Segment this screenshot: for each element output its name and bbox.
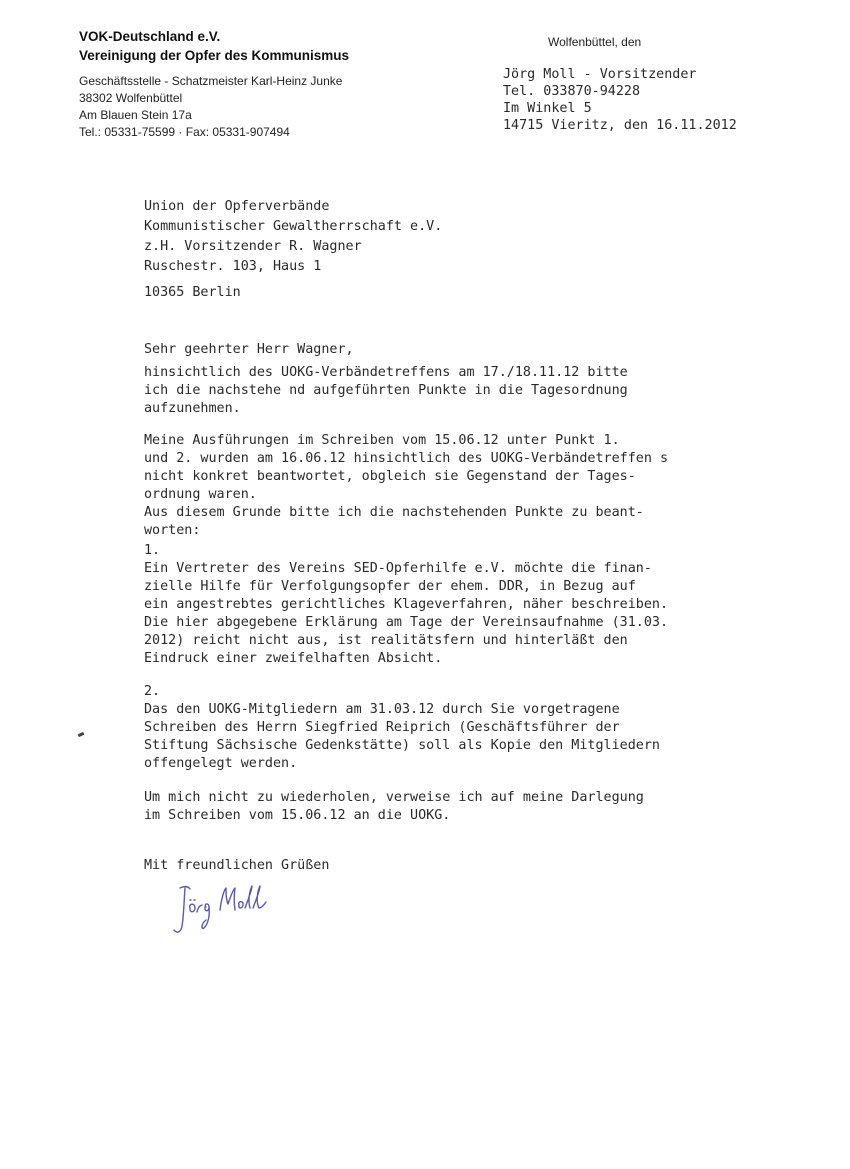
paragraph-line: Das den UOKG-Mitgliedern am 31.03.12 durch Sie vorgetragene [144,702,620,717]
paragraph-line: ich die nachstehe nd aufgeführten Punkte in die Tagesordnung [144,383,628,398]
handwritten-signature [168,880,278,940]
paragraph-line: und 2. wurden am 16.06.12 hinsichtlich des UOKG-Verbändetreffen s [144,451,669,466]
paragraph-line: hinsichtlich des UOKG-Verbändetreffens am 17./18.11.12 bitte [144,365,628,380]
reference-paragraph [144,432,668,540]
point-1 [144,542,668,614]
recipient-address [144,197,442,303]
paragraph-line: im Schreiben vom 15.06.12 an die UOKG. [144,808,451,823]
paragraph-line: ordnung waren. [144,487,257,502]
paragraph-line: ein angestrebtes gerichtliches Klageverfahren, näher beschreiben. [144,597,669,612]
salutation [144,341,354,359]
recipient-line: Union der Opferverbände [144,199,330,214]
sender-line: 14715 Vieritz, den 16.11.2012 [503,118,737,133]
sender-line: Jörg Moll - Vorsitzender [503,67,697,82]
letterhead [79,28,439,141]
place-date-label: Wolfenbüttel, den [548,35,642,49]
paragraph-line: Schreiben des Herrn Siegfried Reiprich (Geschäftsführer der [144,720,620,735]
paragraph-line: Aus diesem Grunde bitte ich die nachstehenden Punkte zu beant- [144,505,644,520]
sender-line: Tel. 033870-94228 [503,84,641,99]
paragraph-line: aufzunehmen. [144,401,241,416]
paragraph-line: Meine Ausführungen im Schreiben vom 15.06.12 unter Punkt 1. [144,433,620,448]
contact-line: Tel.: 05331-75599 · Fax: 05331-907494 [79,125,290,139]
street-line: Am Blauen Stein 17a [79,108,192,122]
salutation-text: Sehr geehrter Herr Wagner, [144,342,354,357]
sender-line: Im Winkel 5 [503,101,592,116]
paragraph-line: Stiftung Sächsische Gedenkstätte) soll als Kopie den Mitgliedern [144,738,660,753]
sender-block [503,66,737,134]
recipient-city: 10365 Berlin [144,285,241,300]
signature-drawing [168,880,278,940]
point-2 [144,683,660,773]
closing-text: Mit freundlichen Grüßen [144,858,330,873]
paragraph-line: Ein Vertreter des Vereins SED-Opferhilfe e.V. möchte die finan- [144,561,652,576]
organization-name: VOK-Deutschland e.V. [79,29,221,44]
paragraph-line: zielle Hilfe für Verfolgungsopfer der ehem. DDR, in Bezug auf [144,579,636,594]
paragraph-line: 2012) reicht nicht aus, ist realitätsfern und hinterläßt den [144,633,628,648]
paragraph-line: nicht konkret beantwortet, obgleich sie Gegenstand der Tages- [144,469,636,484]
point-1-continued [144,614,668,668]
paragraph-line: Die hier abgegebene Erklärung am Tage der Vereinsaufnahme (31.03. [144,615,669,630]
point-number: 1. [144,543,161,558]
office-line: Geschäftsstelle - Schatzmeister Karl-Heinz Junke [79,74,343,88]
postal-line: 38302 Wolfenbüttel [79,91,183,105]
paragraph-line: Um mich nicht zu wiederholen, verweise ich auf meine Darlegung [144,790,644,805]
paragraph-line: offengelegt werden. [144,756,298,771]
stray-ink-mark [78,732,85,737]
recipient-line: Ruschestr. 103, Haus 1 [144,259,322,274]
organization-subtitle: Vereinigung der Opfer des Kommunismus [79,48,350,63]
closing [144,857,329,875]
intro-paragraph [144,364,628,418]
recipient-line: Kommunistischer Gewaltherrschaft e.V. [144,219,443,234]
paragraph-line: Eindruck einer zweifelhaften Absicht. [144,651,443,666]
point-number: 2. [144,684,161,699]
paragraph-line: worten: [144,523,201,538]
closing-paragraph [144,789,644,825]
recipient-line: z.H. Vorsitzender R. Wagner [144,239,362,254]
